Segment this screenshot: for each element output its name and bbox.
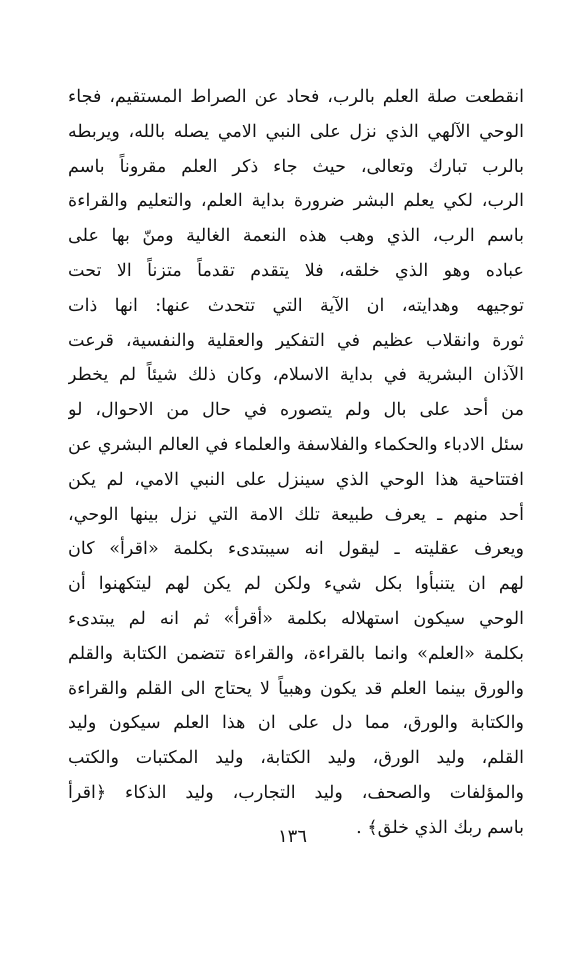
text-line-14: ويعرف عقليته ـ ليقول انه سيبتدىء بكلمة «اقرأ» كان [68, 539, 524, 560]
text-line-19: والكتابة والورق، مما دل على ان هذا العلم سيكون وليد [68, 713, 524, 734]
text-line-20: القلم، وليد الورق، وليد الكتابة، وليد المكتبات والكتب [68, 748, 524, 769]
text-line-11: سئل الادباء والحكماء والفلاسفة والعلماء في العالم البشري عن [68, 434, 524, 455]
text-line-5: باسم الرب، الذي وهب هذه النعمة الغالية ومنّ بها على [68, 226, 524, 247]
text-line-9: الآذان البشرية في بداية الاسلام، وكان ذلك شيئاً لم يخطر [68, 365, 524, 386]
text-line-1: انقطعت صلة العلم بالرب، فحاد عن الصراط المستقيم، فجاء [68, 87, 524, 107]
text-line-3: بالرب تبارك وتعالى، حيث جاء ذكر العلم مقروناً باسم [68, 156, 524, 177]
text-line-17: بكلمة «العلم» وانما بالقراءة، والقراءة تتضمن الكتابة والقلم [68, 643, 524, 664]
text-line-6: عباده وهو الذي خلقه، فلا يتقدم تقدماً متزناً الا تحت [68, 260, 524, 281]
text-line-4: الرب، لكي يعلم البشر ضرورة بداية العلم، والتعليم والقراءة [68, 191, 524, 212]
text-line-22: باسم ربك الذي خلق﴾ . [356, 817, 524, 838]
page-number: ١٣٦ [277, 826, 307, 847]
text-line-18: والورق بينما العلم قد يكون وهبياً لا يحتاج الى القلم والقراءة [68, 678, 524, 699]
body-text [68, 80, 524, 846]
text-line-8: ثورة وانقلاب عظيم في التفكير والعقلية والنفسية، قرعت [68, 330, 524, 351]
text-line-13: أحد منهم ـ يعرف طبيعة تلك الامة التي نزل بينها الوحي، [68, 504, 524, 525]
text-line-15: لهم ان يتنبأوا بكل شيء ولكن لم يكن لهم ليتكهنوا أن [68, 574, 524, 595]
text-line-12: افتتاحية هذا الوحي الذي سينزل على النبي الامي، لم يكن [68, 469, 524, 490]
text-line-10: من أحد على بال ولم يتصوره في حال من الاحوال، لو [68, 400, 524, 421]
text-line-2: الوحي الآلهي الذي نزل على النبي الامي يصله بالله، ويربطه [68, 121, 524, 142]
text-line-21: والمؤلفات والصحف، وليد التجارب، وليد الذكاء ﴿اقرأ [68, 782, 524, 803]
text-line-16: الوحي سيكون استهلاله بكلمة «أقرأ» ثم انه لم يبتدىء [68, 608, 524, 629]
text-line-7: توجيهه وهدايته، ان الآية التي تتحدث عنها: انها ذات [68, 295, 524, 316]
